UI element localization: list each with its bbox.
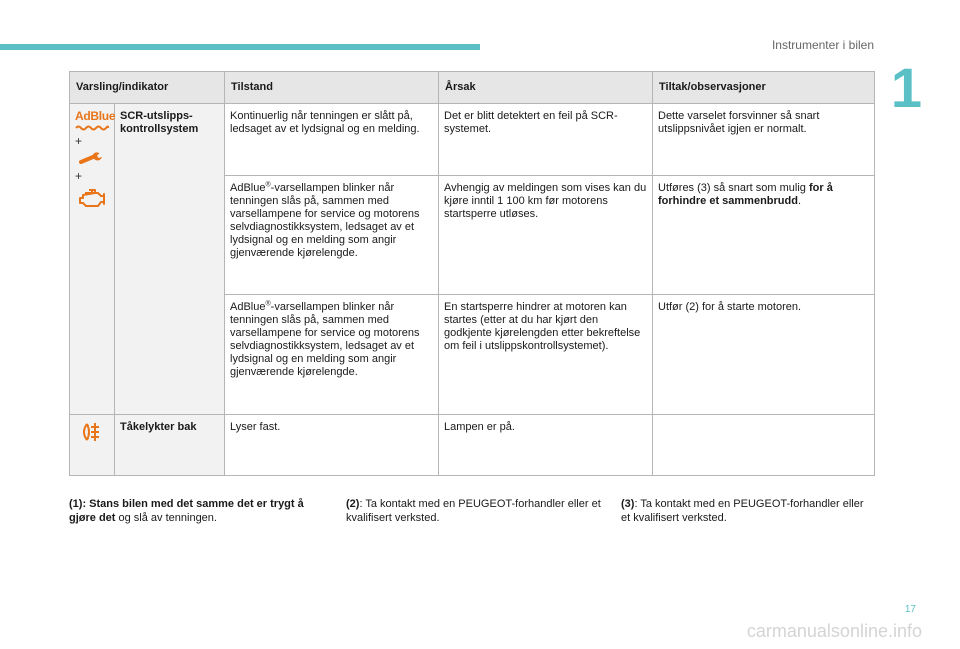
state-prefix: AdBlue [230, 182, 266, 194]
adblue-label: AdBlue [75, 109, 116, 123]
section-title: Instrumenter i bilen [771, 38, 874, 52]
registered-mark: ® [265, 181, 271, 189]
header-indicator: Varsling/indikator [70, 72, 225, 104]
fog-action [653, 415, 875, 476]
scr-state-1: Kontinuerlig når tenningen er slått på, ledsaget av et lydsignal og en melding. [225, 104, 439, 176]
fog-cause: Lampen er på. [439, 415, 653, 476]
scr-action-3: Utfør (2) for å starte motoren. [653, 295, 875, 415]
fog-system-name: Tåkelykter bak [115, 415, 225, 476]
fog-state: Lyser fast. [225, 415, 439, 476]
footnote-ref: (3) [621, 498, 635, 510]
engine-icon [76, 187, 108, 211]
watermark: carmanualsonline.info [746, 621, 922, 641]
footnote-text: : Ta kontakt med en PEUGEOT-forhandler eller et kvalifisert verksted. [621, 498, 864, 524]
fog-icon-cell [70, 415, 115, 476]
chapter-number: 1 [890, 56, 922, 119]
footnote-text: : Ta kontakt med en PEUGEOT-forhandler eller et kvalifisert verksted. [346, 498, 601, 524]
footnote-1 [69, 497, 329, 525]
page-number: 17 [904, 604, 916, 615]
table-row [70, 415, 875, 476]
plus-sign: + [75, 169, 83, 183]
scr-icons-cell [70, 104, 115, 415]
scr-state-2 [225, 176, 439, 295]
state-text: -varsellampen blinker når tenningen slås på, sammen med varsellampene for service og motorens selvdiagnostikksystem, ledsaget av et lydsignal og en melding som angir gjenværende kjørelengde. [230, 301, 420, 378]
scr-system-name [115, 104, 225, 415]
scr-action-1: Dette varselet forsvinner så snart utslippsnivået igjen er normalt. [653, 104, 875, 176]
scr-system-label: SCR-utslipps- kontrollsystem [120, 110, 199, 135]
scr-cause-1: Det er blitt detektert en feil på SCR-systemet. [439, 104, 653, 176]
footnote-2 [346, 497, 602, 525]
header-action: Tiltak/observasjoner [653, 72, 875, 104]
warning-table [69, 71, 875, 476]
state-prefix: AdBlue [230, 301, 266, 313]
footnote-3 [621, 497, 871, 525]
scr-cause-3: En startsperre hindrer at motoren kan startes (etter at du har kjørt den godkjente kjørelengden etter bekreftelse om feil i utslippskontrollsystemet). [439, 295, 653, 415]
header-cause: Årsak [439, 72, 653, 104]
footnote-emphasis: : Stans bilen med det samme det er trygt å gjøre det [69, 498, 304, 524]
table-row [70, 104, 875, 176]
state-text: -varsellampen blinker når tenningen slås på, sammen med varsellampene for service og motorens selvdiagnostikksystem, ledsaget av et lydsignal og en melding som angir gjenværende kjørelengde. [230, 182, 420, 259]
scr-action-2 [653, 176, 875, 295]
footnote-ref: (1) [69, 498, 83, 510]
rear-fog-light-icon [78, 421, 106, 443]
scr-state-3 [225, 295, 439, 415]
footnote-text: og slå av tenningen. [115, 512, 217, 524]
action-text: Utføres (3) så snart som mulig [658, 182, 809, 194]
action-emphasis: for å forhindre et sammenbrudd [658, 182, 833, 207]
footnote-ref: (2) [346, 498, 360, 510]
adblue-icon [75, 109, 116, 131]
header-state: Tilstand [225, 72, 439, 104]
table-header-row [70, 72, 875, 104]
scr-cause-2: Avhengig av meldingen som vises kan du kjøre inntil 1 100 km før motorens startsperre utløses. [439, 176, 653, 295]
wrench-icon [79, 152, 105, 166]
registered-mark: ® [265, 300, 271, 308]
accent-bar [0, 44, 480, 50]
action-end: . [797, 195, 802, 207]
plus-sign: + [75, 134, 83, 148]
